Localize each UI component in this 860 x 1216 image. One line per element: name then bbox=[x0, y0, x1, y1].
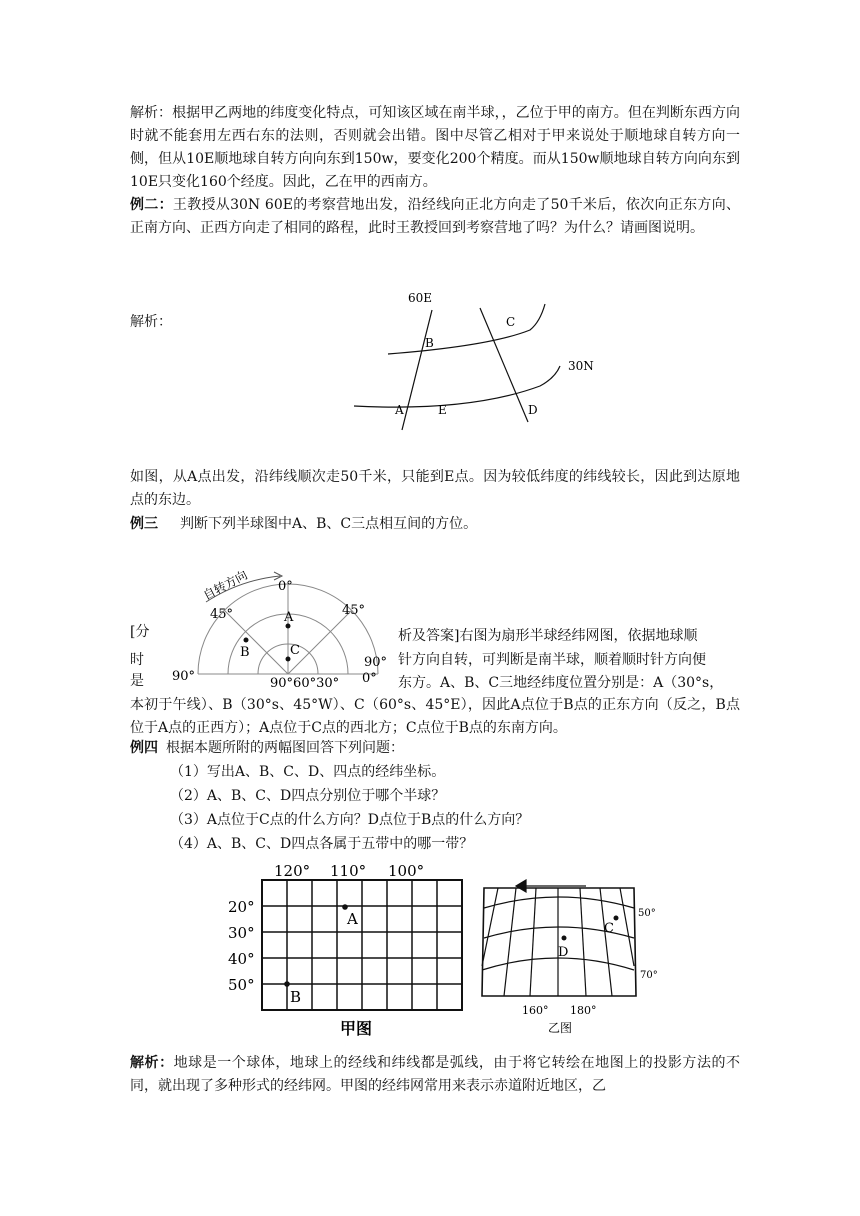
point-c-dot bbox=[614, 916, 619, 921]
example-4-question-4: （4）A、B、C、D四点各属于五带中的哪一带？ bbox=[170, 836, 474, 852]
example-4-question-3: （3）A点位于C点的什么方向？D点位于B点的什么方向？ bbox=[170, 812, 530, 828]
example-3-line-1-right: 析及答案]右图为扇形半球经纬网图，依据地球顺 bbox=[398, 628, 698, 644]
point-a-label: A bbox=[347, 910, 358, 928]
label-45-west: 45° bbox=[210, 607, 234, 622]
point-b-label: B bbox=[425, 336, 434, 350]
east-meridian-line bbox=[480, 308, 528, 422]
west-meridian-line bbox=[402, 310, 432, 430]
lat-label-20: 20° bbox=[228, 898, 255, 916]
example-3-line-2-right: 针方向自转，可判断是南半球，顺着顺时针方向便 bbox=[398, 652, 706, 668]
example-3-text: 判断下列半球图中A、B、C三点相互间的方位。 bbox=[180, 516, 478, 532]
example-3-hemisphere-figure bbox=[170, 566, 400, 692]
lon-label-100: 100° bbox=[388, 862, 425, 880]
lat-label-30: 30° bbox=[228, 924, 255, 942]
label-45-east: 45° bbox=[342, 603, 366, 618]
example-3-label: 例三 bbox=[130, 516, 158, 532]
example-2-paragraph bbox=[130, 194, 740, 240]
lat-label-50: 50° bbox=[228, 976, 255, 994]
label-0-degree: 0° bbox=[278, 579, 293, 594]
figure-jia-grid-map bbox=[222, 858, 472, 1040]
lon-label-110: 110° bbox=[330, 862, 367, 880]
upper-parallel-line bbox=[388, 304, 545, 354]
example-3-col-line-1: [分 bbox=[130, 624, 150, 640]
example-2-answer: 如图，从A点出发，沿纬线顺次走50千米，只能到E点。因为较低纬度的纬线较长，因此到达原地点的东边。 bbox=[130, 469, 740, 508]
figure-yi-caption: 乙图 bbox=[548, 1021, 573, 1035]
meridian-label-60e: 60E bbox=[408, 291, 433, 305]
point-a-dot bbox=[342, 904, 348, 910]
direction-arrow-head bbox=[516, 880, 526, 892]
lower-parallel-line bbox=[354, 366, 560, 407]
lat-label-50: 50° bbox=[638, 908, 656, 919]
example-4-question-2: （2）A、B、C、D四点分别位于哪个半球？ bbox=[170, 788, 446, 804]
example-4-text: 根据本题所附的两幅图回答下列问题： bbox=[166, 740, 404, 756]
example-3-col-line-3: 是 bbox=[130, 673, 144, 689]
point-b-dot bbox=[284, 981, 290, 987]
example-2-analysis-label: 解析： bbox=[130, 314, 172, 330]
point-c-label: C bbox=[506, 315, 516, 329]
figure-yi-projection-map bbox=[478, 866, 678, 1036]
yi-frame bbox=[482, 888, 636, 996]
label-90-east: 90° bbox=[364, 655, 388, 670]
meridian-45w bbox=[224, 610, 288, 674]
meridian-45e bbox=[288, 610, 352, 674]
example-2-label: 例二： bbox=[130, 197, 173, 213]
label-90-west: 90° bbox=[172, 669, 196, 684]
lon-label-120: 120° bbox=[274, 862, 311, 880]
lon-label-160: 160° bbox=[522, 1004, 549, 1017]
final-analysis-paragraph bbox=[130, 1052, 740, 1098]
example-3-col-line-2: 时 bbox=[130, 652, 144, 668]
point-c-label: C bbox=[604, 921, 614, 936]
final-analysis-label: 解析： bbox=[130, 1055, 174, 1071]
final-analysis-text: 地球是一个球体，地球上的经线和纬线都是弧线，由于将它转绘在地图上的投影方法的不同，就出现了多种形式的经纬网。甲图的经纬网常用来表示赤道附近地区，乙 bbox=[130, 1055, 741, 1094]
lon-label-180: 180° bbox=[570, 1004, 597, 1017]
example-3-line-3-right: 东方。A、B、C三地经纬度位置分别是：A（30°s， bbox=[398, 675, 724, 691]
point-a-label: A bbox=[395, 403, 404, 417]
label-latitudes-bottom: 90°60°30° bbox=[270, 676, 340, 691]
point-d-label: D bbox=[558, 945, 569, 960]
point-b-dot bbox=[244, 638, 249, 643]
point-a-label: A bbox=[284, 610, 294, 625]
label-zero-bottom: 0° bbox=[362, 671, 377, 686]
point-e-label: E bbox=[438, 403, 447, 417]
point-d-dot bbox=[562, 936, 567, 941]
lat-label-40: 40° bbox=[228, 950, 255, 968]
figure-jia-caption: 甲图 bbox=[340, 1019, 373, 1038]
parallel-label-30n: 30N bbox=[568, 359, 594, 373]
lat-label-70: 70° bbox=[640, 970, 658, 981]
example-2-meridian-parallel-figure bbox=[340, 282, 620, 442]
analysis-paragraph-1: 解析：根据甲乙两地的纬度变化特点，可知该区域在南半球，，乙位于甲的南方。但在判断东西方向时就不能套用左西右东的法则，否则就会出错。图中尽管乙相对于甲来说处于顺地球自转方向一侧，但从10E顺地球自转方向向东到150w，要变化200个精度。而从150w顺地球自转方向向东到10E只变化160个经度。因此，乙在甲的西南方。 bbox=[130, 105, 740, 190]
parallel-1 bbox=[484, 897, 634, 908]
point-b-label: B bbox=[240, 645, 250, 660]
example-4-question-1: （1）写出A、B、C、D、四点的经纬坐标。 bbox=[170, 764, 446, 780]
example-3-heading bbox=[130, 514, 477, 534]
example-4-label: 例四 bbox=[130, 740, 158, 756]
point-b-label: B bbox=[290, 988, 302, 1006]
point-c-label: C bbox=[290, 643, 300, 658]
example-3-answer-rest: 本初于午线）、B（30°s、45°W）、C（60°s、45°E），因此A点位于B点的正东方向（反之，B点位于A点的正西方）；A点位于C点的西北方；C点位于B点的东南方向。 bbox=[130, 697, 740, 736]
rotation-direction-label: 自转方向 bbox=[200, 567, 250, 603]
example-2-text: 王教授从30N 60E的考察营地出发，沿经线向正北方向走了50千米后，依次向正东方向、正南方向、正西方向走了相同的路程，此时王教授回到考察营地了吗？为什么？请画图说明。 bbox=[130, 197, 740, 236]
example-4-heading bbox=[130, 738, 404, 758]
point-d-label: D bbox=[528, 403, 538, 417]
